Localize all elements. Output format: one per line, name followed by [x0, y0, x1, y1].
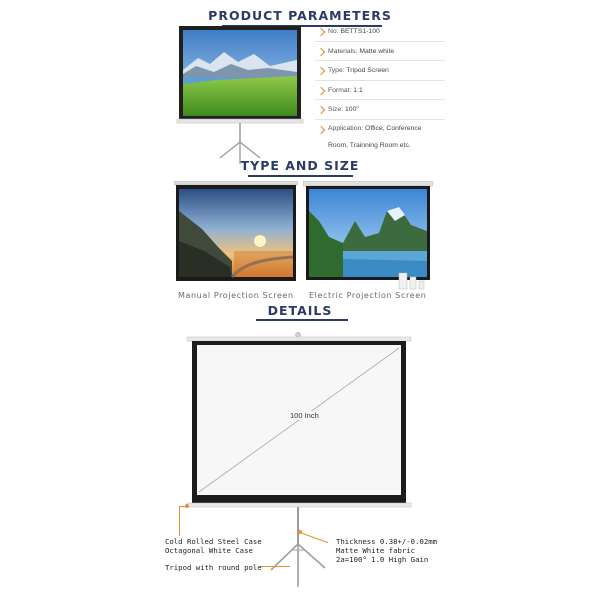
title-underline [248, 175, 353, 177]
electric-screen-graphic [303, 181, 433, 291]
callout-leader [260, 566, 290, 567]
bullet-arrow-icon [317, 28, 325, 36]
param-row-application-cont: Room, Trainning Room etc. [328, 141, 411, 149]
param-row-materials: Materials: Matte white [315, 42, 445, 62]
callout-tripod: Tripod with round pole [165, 563, 262, 572]
section-title-type-and-size: TYPE AND SIZE [240, 158, 360, 173]
bullet-arrow-icon [317, 86, 325, 94]
param-row-format: Format: 1:1 [315, 81, 445, 101]
electric-screen-image [303, 181, 433, 291]
bullet-arrow-icon [317, 47, 325, 55]
bullet-arrow-icon [317, 67, 325, 75]
param-row-no: No: BETTS1-100 [315, 22, 445, 42]
param-row-size: Size: 100" [315, 100, 445, 120]
caption-electric: Electric Projection Screen [309, 291, 427, 300]
tripod-screen-graphic [176, 24, 304, 166]
section-title-product-parameters: PRODUCT PARAMETERS [208, 8, 392, 23]
callout-leader [179, 506, 187, 507]
callout-leader [179, 506, 180, 536]
manual-screen-image [174, 181, 298, 283]
callout-fabric-spec: Thickness 0.38+/-0.02mm Matte White fabric 2a=100° 1.0 High Gain [336, 537, 438, 564]
bullet-arrow-icon [317, 125, 325, 133]
param-row-application: Application: Office, Conference [315, 120, 445, 137]
bullet-arrow-icon [317, 106, 325, 114]
product-image-tripod-screen [176, 24, 304, 166]
manual-screen-graphic [174, 181, 298, 283]
caption-manual: Manual Projection Screen [178, 291, 294, 300]
callout-case: Cold Rolled Steel Case Octagonal White Case [165, 537, 262, 555]
param-row-type: Type: Tripod Screen [315, 61, 445, 81]
section-title-details: DETAILS [267, 303, 333, 318]
diagonal-label: 100 Inch [290, 411, 319, 420]
title-underline [256, 319, 348, 321]
parameter-list [315, 22, 445, 154]
